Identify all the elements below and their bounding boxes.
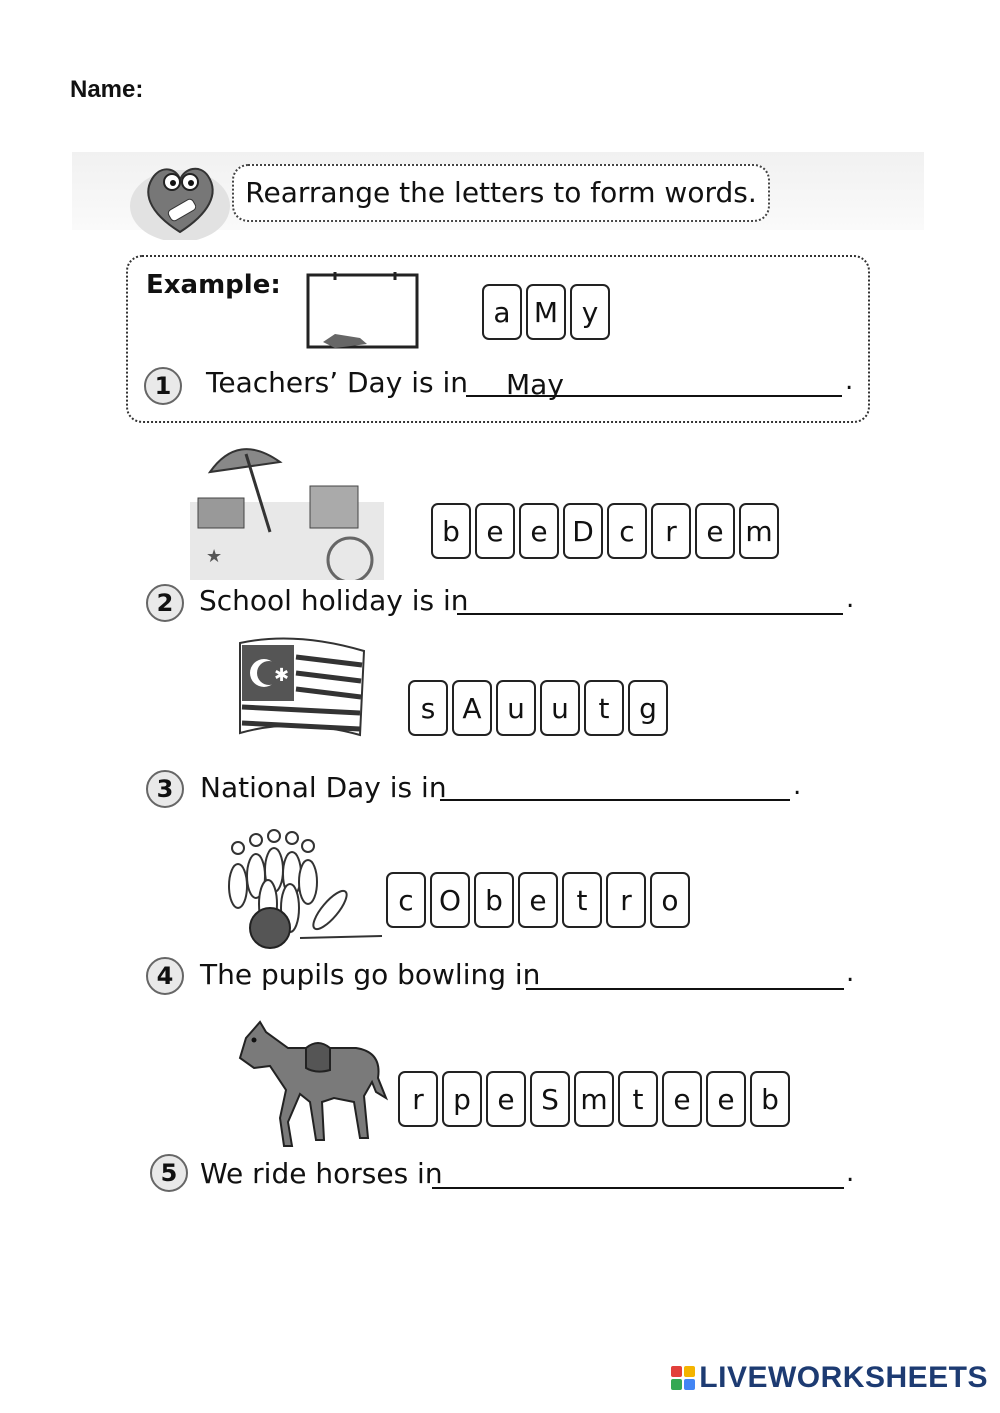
letter-tile: e (518, 872, 558, 928)
question-sentence: National Day is in (200, 771, 447, 804)
question-number: 5 (150, 1154, 188, 1192)
instruction-box: Rearrange the letters to form words. (232, 164, 770, 222)
letter-tile: c (607, 503, 647, 559)
answer-line[interactable] (432, 1185, 844, 1189)
letter-tile: e (519, 503, 559, 559)
letter-tiles-q5 (398, 1071, 790, 1127)
letter-tile: b (431, 503, 471, 559)
letter-tile: e (662, 1071, 702, 1127)
letter-tile: M (526, 284, 566, 340)
brand-mark-icon (671, 1366, 695, 1390)
beach-icon (190, 432, 384, 580)
example-sentence: Teachers’ Day is in (206, 366, 468, 399)
letter-tile: r (606, 872, 646, 928)
period: . (793, 771, 802, 801)
letter-tile: r (651, 503, 691, 559)
letter-tile: g (628, 680, 668, 736)
example-letter-tiles (482, 284, 610, 340)
bowling-icon (208, 826, 384, 950)
letter-tile: s (408, 680, 448, 736)
letter-tiles-q2 (431, 503, 779, 559)
example-answer-line (466, 393, 842, 397)
question-sentence: School holiday is in (199, 584, 469, 617)
example-answer: May (506, 368, 564, 401)
letter-tile: m (739, 503, 779, 559)
letter-tile: t (562, 872, 602, 928)
liveworksheets-logo (671, 1361, 988, 1395)
period: . (846, 958, 855, 988)
answer-line[interactable] (526, 986, 844, 990)
letter-tile: m (574, 1071, 614, 1127)
question-number: 4 (146, 957, 184, 995)
letter-tile: c (386, 872, 426, 928)
answer-line[interactable] (440, 797, 790, 801)
question-sentence: The pupils go bowling in (200, 958, 541, 991)
letter-tile: y (570, 284, 610, 340)
letter-tile: r (398, 1071, 438, 1127)
svg-text:★: ★ (206, 546, 223, 567)
letter-tile: u (496, 680, 536, 736)
letter-tile: p (442, 1071, 482, 1127)
question-number: 2 (146, 584, 184, 622)
letter-tile: O (430, 872, 470, 928)
period: . (846, 584, 855, 614)
letter-tile: e (486, 1071, 526, 1127)
question-number: 3 (146, 770, 184, 808)
letter-tile: b (474, 872, 514, 928)
name-label: Name: (70, 76, 144, 103)
example-label: Example: (146, 270, 281, 300)
letter-tile: a (482, 284, 522, 340)
letter-tile: b (750, 1071, 790, 1127)
letter-tiles-q4 (386, 872, 690, 928)
question-sentence: We ride horses in (200, 1157, 443, 1190)
letter-tile: e (475, 503, 515, 559)
calendar-icon (305, 272, 420, 350)
flag-icon (236, 637, 368, 739)
heart-mascot-icon (128, 152, 238, 240)
letter-tile: D (563, 503, 603, 559)
brand-text: LIVEWORKSHEETS (699, 1361, 988, 1394)
letter-tile: S (530, 1071, 570, 1127)
svg-text:✱: ✱ (274, 665, 290, 686)
period: . (846, 1158, 855, 1188)
letter-tiles-q3 (408, 680, 668, 736)
letter-tile: A (452, 680, 492, 736)
horse-icon (226, 1018, 388, 1150)
period: . (845, 366, 854, 396)
letter-tile: t (584, 680, 624, 736)
letter-tile: u (540, 680, 580, 736)
letter-tile: t (618, 1071, 658, 1127)
answer-line[interactable] (457, 611, 843, 615)
question-number: 1 (144, 367, 182, 405)
letter-tile: e (695, 503, 735, 559)
letter-tile: o (650, 872, 690, 928)
letter-tile: e (706, 1071, 746, 1127)
